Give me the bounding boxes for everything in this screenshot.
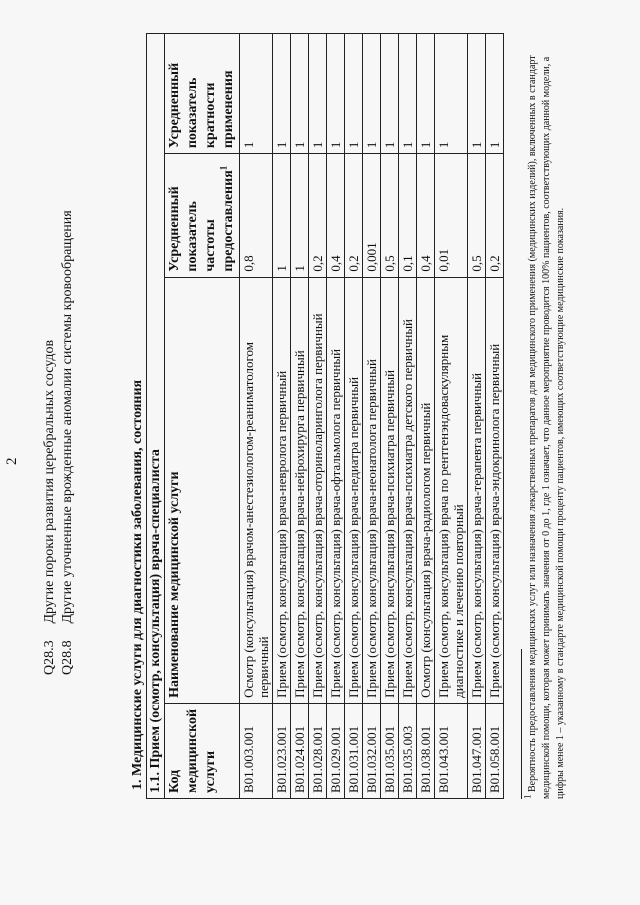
footnote-rule bbox=[521, 649, 522, 799]
cell-code: B01.028.001 bbox=[309, 703, 327, 798]
cell-name: Прием (осмотр, консультация) врача-педиатра первичный bbox=[345, 277, 363, 703]
table-row bbox=[345, 34, 363, 799]
cell-frequency: 0,2 bbox=[309, 154, 327, 277]
cell-code: B01.024.001 bbox=[291, 703, 309, 798]
cell-multiplicity: 1 bbox=[468, 34, 486, 154]
cell-multiplicity: 1 bbox=[399, 34, 417, 154]
cell-name: Прием (осмотр, консультация) врача-невролога первичный bbox=[273, 277, 291, 703]
cell-name: Прием (осмотр, консультация) врача-оториноларинголога первичный bbox=[309, 277, 327, 703]
cell-frequency: 1 bbox=[273, 154, 291, 277]
table-row bbox=[363, 34, 381, 799]
cell-frequency: 0,8 bbox=[240, 154, 273, 277]
cell-name: Осмотр (консультация) врачом-анестезиологом-реаниматологом первичный bbox=[240, 277, 273, 703]
cell-multiplicity: 1 bbox=[345, 34, 363, 154]
cell-code: B01.029.001 bbox=[327, 703, 345, 798]
diagnosis-line bbox=[42, 340, 58, 675]
cell-multiplicity: 1 bbox=[435, 34, 468, 154]
cell-multiplicity: 1 bbox=[291, 34, 309, 154]
cell-multiplicity: 1 bbox=[240, 34, 273, 154]
cell-code: B01.031.001 bbox=[345, 703, 363, 798]
diagnosis-text: Другие уточненные врожденные аномалии системы кровообращения bbox=[60, 210, 75, 624]
table-row bbox=[309, 34, 327, 799]
table-row bbox=[291, 34, 309, 799]
cell-frequency: 0,2 bbox=[345, 154, 363, 277]
services-table bbox=[146, 33, 504, 799]
cell-code: B01.032.001 bbox=[363, 703, 381, 798]
table-row bbox=[417, 34, 435, 799]
cell-frequency: 1 bbox=[291, 154, 309, 277]
cell-name: Прием (осмотр, консультация) врача-психиатра детского первичный bbox=[399, 277, 417, 703]
diagnosis-text: Другие пороки развития церебральных сосудов bbox=[42, 339, 57, 624]
cell-multiplicity: 1 bbox=[273, 34, 291, 154]
cell-frequency: 0,2 bbox=[486, 154, 504, 277]
table-row bbox=[273, 34, 291, 799]
cell-frequency: 0,001 bbox=[363, 154, 381, 277]
cell-multiplicity: 1 bbox=[363, 34, 381, 154]
cell-multiplicity: 1 bbox=[417, 34, 435, 154]
footnote-ref: 1 bbox=[218, 165, 229, 171]
header-name: Наименование медицинской услуги bbox=[165, 277, 240, 703]
table-row bbox=[486, 34, 504, 799]
cell-multiplicity: 1 bbox=[309, 34, 327, 154]
cell-code: B01.043.001 bbox=[435, 703, 468, 798]
cell-multiplicity: 1 bbox=[486, 34, 504, 154]
header-code: Код медицинской услуги bbox=[165, 703, 240, 798]
cell-multiplicity: 1 bbox=[327, 34, 345, 154]
cell-name: Прием (осмотр, консультация) врача-офтальмолога первичный bbox=[327, 277, 345, 703]
cell-frequency: 0,01 bbox=[435, 154, 468, 277]
section-title: 1. Медицинские услуги для диагностики заболевания, состояния bbox=[130, 379, 145, 790]
cell-name: Прием (осмотр, консультация) врача-неонатолога первичный bbox=[363, 277, 381, 703]
cell-frequency: 0,1 bbox=[399, 154, 417, 277]
cell-name: Прием (осмотр, консультация) врача-нейрохирурга первичный bbox=[291, 277, 309, 703]
cell-name: Прием (осмотр, консультация) врача по рентгенэндоваскулярным диагностике и лечению повторный bbox=[435, 277, 468, 703]
cell-frequency: 0,4 bbox=[417, 154, 435, 277]
cell-frequency: 0,4 bbox=[327, 154, 345, 277]
cell-frequency: 0,5 bbox=[468, 154, 486, 277]
header-multiplicity: Усредненный показатель кратности применения bbox=[165, 34, 240, 154]
cell-name: Осмотр (консультация) врача-радиологом первичный bbox=[417, 277, 435, 703]
table-row bbox=[399, 34, 417, 799]
subsection-title: 1.1. Прием (осмотр, консультация) врача-специалиста bbox=[147, 34, 165, 799]
table-row bbox=[435, 34, 468, 799]
cell-name: Прием (осмотр, консультация) врача-терапевта первичный bbox=[468, 277, 486, 703]
diagnosis-code: Q28.3 bbox=[42, 640, 57, 675]
table-row bbox=[327, 34, 345, 799]
cell-code: B01.035.001 bbox=[381, 703, 399, 798]
cell-code: B01.003.001 bbox=[240, 703, 273, 798]
cell-code: B01.023.001 bbox=[273, 703, 291, 798]
footnote-text: Вероятность предоставления медицинских услуг или назначения лекарственных препаратов для медицинского применения (медицинских изделий), включенных в стандарт медицинской помощи, которая может принимать значения от 0 до 1, где 1 означает, что данное мероприятие проводится 100% пациентов, соответствующих данной модели, а цифры менее 1 – указанному в стандарте медицинской помощи проценту пациентов, имеющих соответствующие медицинские показания. bbox=[527, 55, 566, 799]
page-number: 2 bbox=[4, 457, 20, 465]
table-row bbox=[381, 34, 399, 799]
cell-multiplicity: 1 bbox=[381, 34, 399, 154]
footnote-mark: 1 bbox=[522, 794, 533, 799]
table-row bbox=[468, 34, 486, 799]
header-frequency bbox=[165, 154, 240, 277]
diagnosis-code: Q28.8 bbox=[60, 640, 75, 675]
cell-name: Прием (осмотр, консультация) врача-психиатра первичный bbox=[381, 277, 399, 703]
diagnosis-line bbox=[60, 210, 76, 675]
cell-name: Прием (осмотр, консультация) врача-эндокринолога первичный bbox=[486, 277, 504, 703]
table-row bbox=[240, 34, 273, 799]
footnote bbox=[522, 33, 568, 799]
cell-code: B01.035.003 bbox=[399, 703, 417, 798]
cell-code: B01.047.001 bbox=[468, 703, 486, 798]
cell-code: B01.038.001 bbox=[417, 703, 435, 798]
header-frequency-label: Усредненный показатель частоты предоставления bbox=[167, 170, 236, 272]
cell-frequency: 0,5 bbox=[381, 154, 399, 277]
cell-code: B01.058.001 bbox=[486, 703, 504, 798]
